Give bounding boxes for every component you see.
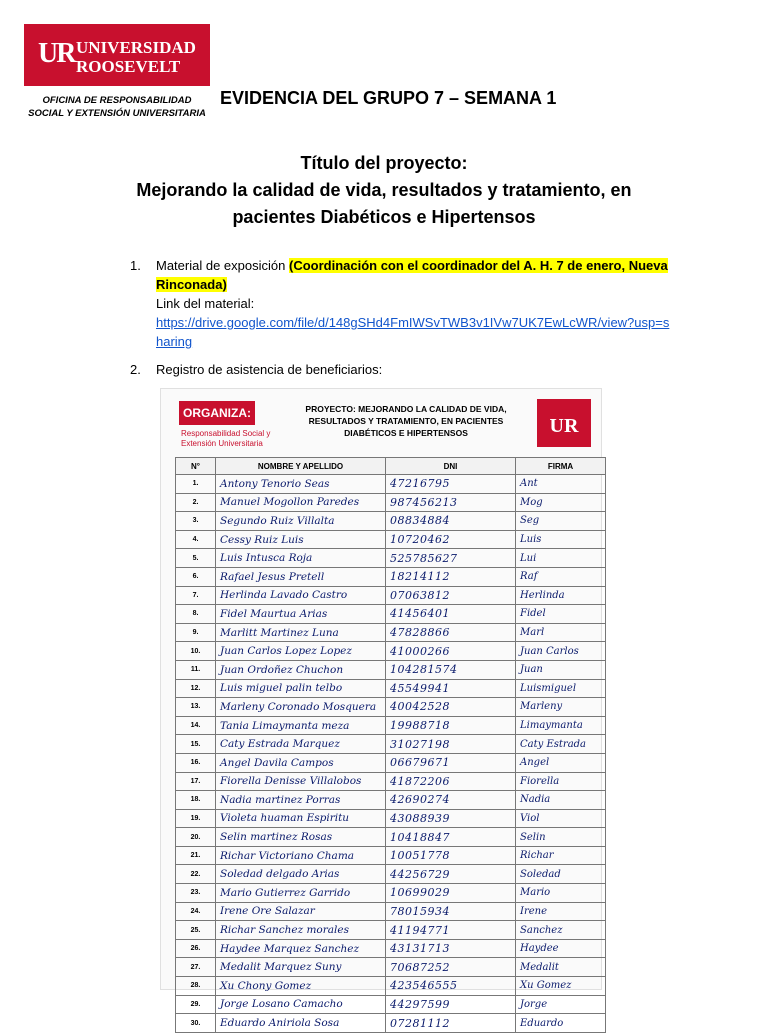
row-signature: Selin — [516, 828, 606, 847]
item-list — [130, 256, 670, 351]
row-name: Luis Intusca Roja — [216, 549, 386, 568]
item1-highlight: (Coordinación con el coordinador del A. H. 7 de enero, Nueva Rinconada) — [156, 258, 668, 292]
row-signature: Luismiguel — [516, 679, 606, 698]
row-dni: 10720462 — [386, 530, 516, 549]
row-number: 2. — [176, 493, 216, 512]
row-number: 29. — [176, 995, 216, 1014]
attendance-rows — [176, 475, 606, 1033]
row-signature: Haydee — [516, 939, 606, 958]
row-dni: 41000266 — [386, 642, 516, 661]
office-name: OFICINA DE RESPONSABILIDAD SOCIAL Y EXTENSIÓN UNIVERSITARIA — [28, 95, 206, 119]
table-row — [176, 660, 606, 679]
sheet-logo-mark: UR — [549, 415, 579, 437]
row-name: Xu Chony Gomez — [216, 977, 386, 996]
list-item-1 — [130, 256, 670, 351]
row-dni: 10699029 — [386, 884, 516, 903]
row-name: Segundo Ruiz Villalta — [216, 512, 386, 531]
row-name: Marleny Coronado Mosquera — [216, 698, 386, 717]
row-signature: Irene — [516, 902, 606, 921]
row-name: Caty Estrada Marquez — [216, 735, 386, 754]
row-dni: 06679671 — [386, 753, 516, 772]
sheet-project-title: PROYECTO: MEJORANDO LA CALIDAD DE VIDA, RESULTADOS Y TRATAMIENTO, EN PACIENTES DIABÉTICOS E HIPERTENSOS — [305, 404, 507, 438]
row-signature: Fidel — [516, 605, 606, 624]
table-row — [176, 586, 606, 605]
row-signature: Viol — [516, 809, 606, 828]
row-signature: Fiorella — [516, 772, 606, 791]
row-number: 18. — [176, 791, 216, 810]
row-signature: Sanchez — [516, 921, 606, 940]
row-number: 10. — [176, 642, 216, 661]
row-dni: 41456401 — [386, 605, 516, 624]
row-signature: Marleny — [516, 698, 606, 717]
university-logo — [24, 24, 210, 86]
table-header-row — [176, 458, 606, 475]
table-row — [176, 977, 606, 996]
row-name: Violeta huaman Espiritu — [216, 809, 386, 828]
table-row — [176, 884, 606, 903]
row-signature: Lui — [516, 549, 606, 568]
row-number: 21. — [176, 846, 216, 865]
row-dni: 104281574 — [386, 660, 516, 679]
list-item-2 — [130, 362, 382, 377]
row-name: Manuel Mogollon Paredes — [216, 493, 386, 512]
row-number: 9. — [176, 623, 216, 642]
row-signature: Xu Gomez — [516, 977, 606, 996]
row-dni: 47828866 — [386, 623, 516, 642]
organiza-subtitle: Responsabilidad Social y Extensión Universitaria — [181, 429, 271, 448]
table-row — [176, 623, 606, 642]
row-signature: Ant — [516, 475, 606, 494]
table-row — [176, 958, 606, 977]
table-row — [176, 921, 606, 940]
evidence-heading: EVIDENCIA DEL GRUPO 7 – SEMANA 1 — [220, 88, 557, 108]
row-dni: 47216795 — [386, 475, 516, 494]
row-number: 17. — [176, 772, 216, 791]
row-name: Nadia martinez Porras — [216, 791, 386, 810]
row-number: 26. — [176, 939, 216, 958]
row-name: Richar Sanchez morales — [216, 921, 386, 940]
table-row — [176, 698, 606, 717]
row-number: 5. — [176, 549, 216, 568]
table-row — [176, 716, 606, 735]
row-dni: 987456213 — [386, 493, 516, 512]
row-number: 15. — [176, 735, 216, 754]
row-signature: Herlinda — [516, 586, 606, 605]
link-label: Link del material: — [156, 296, 255, 311]
table-row — [176, 605, 606, 624]
row-dni: 45549941 — [386, 679, 516, 698]
row-number: 30. — [176, 1014, 216, 1033]
row-signature: Mario — [516, 884, 606, 903]
row-name: Cessy Ruiz Luis — [216, 530, 386, 549]
attendance-sheet-image — [160, 388, 602, 1030]
table-row — [176, 530, 606, 549]
table-row — [176, 549, 606, 568]
row-name: Fiorella Denisse Villalobos — [216, 772, 386, 791]
row-dni: 44256729 — [386, 865, 516, 884]
row-name: Richar Victoriano Chama — [216, 846, 386, 865]
row-signature: Marl — [516, 623, 606, 642]
title-line1: Mejorando la calidad de vida, resultados y tratamiento, en — [136, 180, 632, 200]
row-dni: 10051778 — [386, 846, 516, 865]
table-row — [176, 679, 606, 698]
organiza-badge: ORGANIZA: — [179, 401, 255, 425]
col-dni: DNI — [386, 458, 516, 475]
row-dni: 31027198 — [386, 735, 516, 754]
row-name: Irene Ore Salazar — [216, 902, 386, 921]
item1-text: Material de exposición — [156, 258, 286, 273]
table-row — [176, 753, 606, 772]
row-number: 13. — [176, 698, 216, 717]
row-signature: Juan — [516, 660, 606, 679]
row-number: 23. — [176, 884, 216, 903]
row-name: Juan Carlos Lopez Lopez — [216, 642, 386, 661]
row-signature: Juan Carlos — [516, 642, 606, 661]
row-dni: 18214112 — [386, 567, 516, 586]
row-signature: Caty Estrada — [516, 735, 606, 754]
row-name: Luis miguel palin telbo — [216, 679, 386, 698]
row-dni: 41872206 — [386, 772, 516, 791]
row-name: Rafael Jesus Pretell — [216, 567, 386, 586]
row-number: 28. — [176, 977, 216, 996]
table-row — [176, 567, 606, 586]
logo-mark: UR — [38, 38, 75, 69]
row-number: 20. — [176, 828, 216, 847]
row-name: Mario Gutierrez Garrido — [216, 884, 386, 903]
table-row — [176, 642, 606, 661]
row-signature: Limaymanta — [516, 716, 606, 735]
row-number: 4. — [176, 530, 216, 549]
row-signature: Seg — [516, 512, 606, 531]
row-name: Juan Ordoñez Chuchon — [216, 660, 386, 679]
row-number: 25. — [176, 921, 216, 940]
row-signature: Mog — [516, 493, 606, 512]
row-dni: 07063812 — [386, 586, 516, 605]
table-row — [176, 995, 606, 1014]
row-dni: 43131713 — [386, 939, 516, 958]
row-name: Herlinda Lavado Castro — [216, 586, 386, 605]
title-label: Título del proyecto: — [300, 153, 468, 173]
row-signature: Nadia — [516, 791, 606, 810]
row-dni: 423546555 — [386, 977, 516, 996]
table-row — [176, 828, 606, 847]
row-name: Jorge Losano Camacho — [216, 995, 386, 1014]
table-row — [176, 791, 606, 810]
row-signature: Angel — [516, 753, 606, 772]
col-name: NOMBRE Y APELLIDO — [216, 458, 386, 475]
row-signature: Richar — [516, 846, 606, 865]
table-row — [176, 475, 606, 494]
row-signature: Eduardo — [516, 1014, 606, 1033]
row-dni: 07281112 — [386, 1014, 516, 1033]
attendance-table — [175, 457, 606, 1033]
row-name: Medalit Marquez Suny — [216, 958, 386, 977]
row-number: 8. — [176, 605, 216, 624]
col-firma: FIRMA — [516, 458, 606, 475]
item2-text: Registro de asistencia de beneficiarios: — [156, 362, 383, 377]
row-signature: Medalit — [516, 958, 606, 977]
row-dni: 08834884 — [386, 512, 516, 531]
row-signature: Raf — [516, 567, 606, 586]
table-row — [176, 865, 606, 884]
row-number: 16. — [176, 753, 216, 772]
row-number: 7. — [176, 586, 216, 605]
row-name: Eduardo Aniriola Sosa — [216, 1014, 386, 1033]
row-signature: Luis — [516, 530, 606, 549]
table-row — [176, 512, 606, 531]
item1-number: 1. — [130, 258, 141, 273]
row-number: 24. — [176, 902, 216, 921]
row-dni: 70687252 — [386, 958, 516, 977]
table-row — [176, 939, 606, 958]
row-dni: 41194771 — [386, 921, 516, 940]
row-number: 3. — [176, 512, 216, 531]
row-name: Selin martinez Rosas — [216, 828, 386, 847]
row-number: 19. — [176, 809, 216, 828]
table-row — [176, 809, 606, 828]
row-number: 22. — [176, 865, 216, 884]
row-name: Marlitt Martinez Luna — [216, 623, 386, 642]
table-row — [176, 846, 606, 865]
item2-number: 2. — [130, 362, 141, 377]
row-name: Soledad delgado Arias — [216, 865, 386, 884]
table-row — [176, 772, 606, 791]
row-dni: 43088939 — [386, 809, 516, 828]
row-dni: 40042528 — [386, 698, 516, 717]
material-link[interactable]: https://drive.google.com/file/d/148gSHd4FmIWSvTWB3v1IVw7UK7EwLcWR/view?usp=sharing — [156, 315, 670, 349]
logo-line1: UNIVERSIDAD — [76, 38, 196, 57]
row-number: 14. — [176, 716, 216, 735]
row-name: Fidel Maurtua Arias — [216, 605, 386, 624]
title-line2: pacientes Diabéticos e Hipertensos — [232, 207, 536, 227]
sheet-logo — [537, 399, 591, 447]
row-signature: Jorge — [516, 995, 606, 1014]
row-dni: 525785627 — [386, 549, 516, 568]
row-number: 1. — [176, 475, 216, 494]
row-dni: 44297599 — [386, 995, 516, 1014]
row-name: Angel Davila Campos — [216, 753, 386, 772]
row-name: Tania Limaymanta meza — [216, 716, 386, 735]
row-number: 12. — [176, 679, 216, 698]
row-dni: 19988718 — [386, 716, 516, 735]
table-row — [176, 735, 606, 754]
row-dni: 78015934 — [386, 902, 516, 921]
row-number: 27. — [176, 958, 216, 977]
table-row — [176, 1014, 606, 1033]
row-number: 6. — [176, 567, 216, 586]
row-dni: 42690274 — [386, 791, 516, 810]
row-dni: 10418847 — [386, 828, 516, 847]
row-number: 11. — [176, 660, 216, 679]
col-num: N° — [176, 458, 216, 475]
project-title — [0, 150, 768, 231]
table-row — [176, 493, 606, 512]
logo-line2: ROOSEVELT — [76, 57, 181, 76]
row-name: Haydee Marquez Sanchez — [216, 939, 386, 958]
table-row — [176, 902, 606, 921]
row-name: Antony Tenorio Seas — [216, 475, 386, 494]
row-signature: Soledad — [516, 865, 606, 884]
